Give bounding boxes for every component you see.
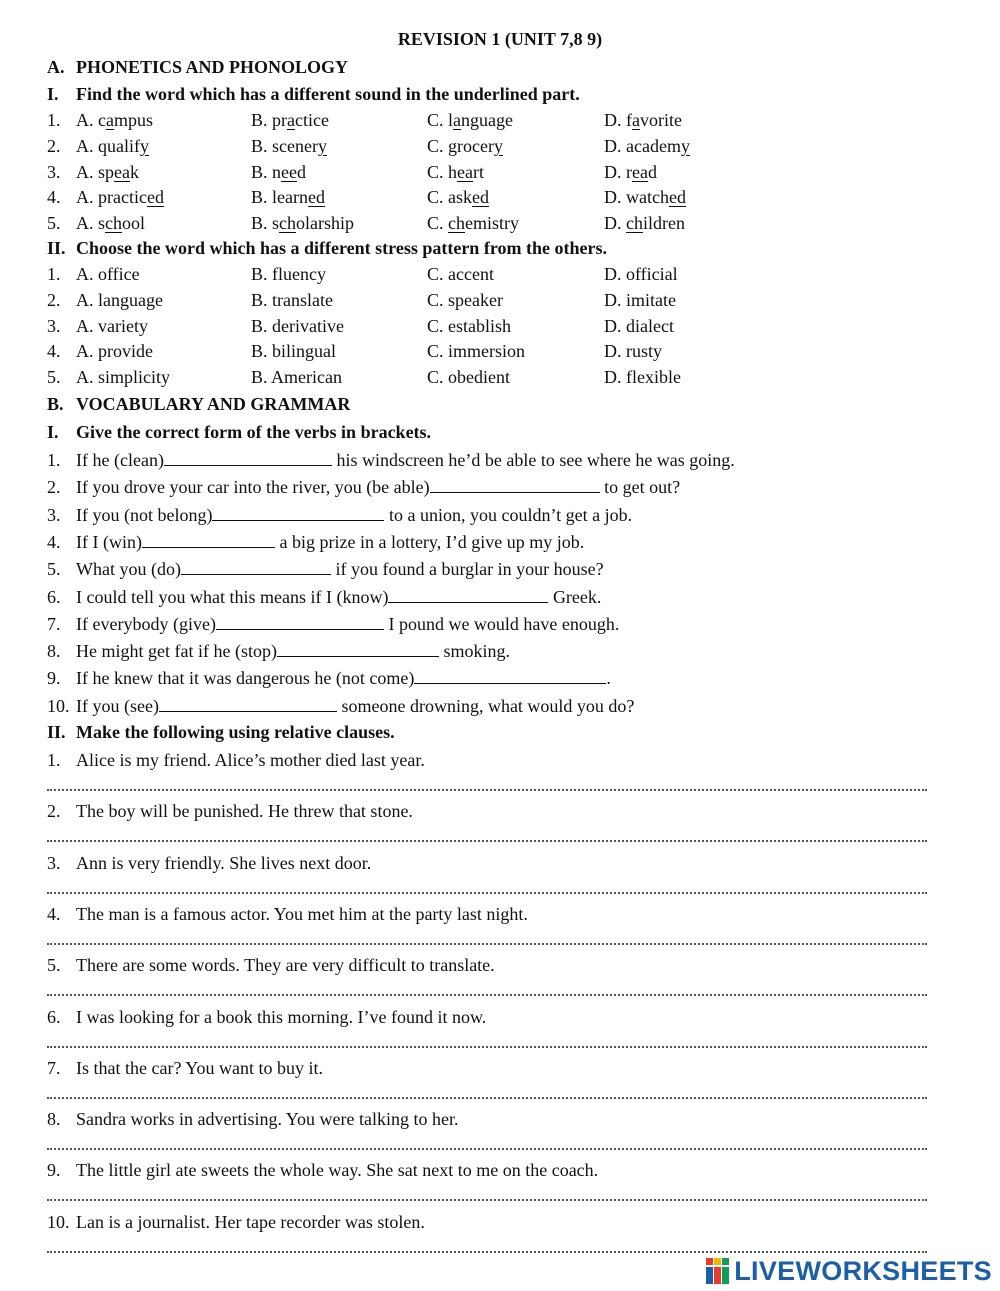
liveworksheets-logo [706,1254,992,1288]
option-b[interactable]: B. learned [251,187,325,208]
relative-clause-question [47,750,425,771]
answer-blank[interactable] [181,560,331,575]
answer-line[interactable] [47,1146,927,1150]
section-a-number: A. [47,57,65,77]
part-ii-number: II. [47,238,66,258]
underlined-sound: a [287,110,295,130]
underlined-sound: ed [146,187,164,208]
section-a-heading [47,57,348,78]
part-b-ii-number: II. [47,722,66,742]
underlined-sound: ea [632,161,648,182]
question-number: 4. [47,903,61,924]
relative-clause-question [47,1212,425,1233]
relative-clause-question [47,1109,458,1130]
question-text-before: If you (see) [76,695,159,716]
relative-clause-question [47,1007,486,1028]
option-b[interactable]: B. translate [251,289,333,310]
underlined-sound: y [493,135,503,156]
part-b-ii-heading [47,722,395,743]
underlined-sound: ed [472,187,489,208]
question-number: 2. [47,801,61,822]
relative-clause-question [47,955,495,976]
option-c[interactable]: C. asked [427,187,489,208]
option-c[interactable]: C. immersion [427,341,525,362]
option-b[interactable]: B. American [251,367,342,388]
question-text-after: I pound we would have enough. [383,613,620,634]
answer-blank[interactable] [142,533,275,548]
option-d[interactable]: D. flexible [604,367,681,388]
option-d[interactable]: D. dialect [604,315,674,336]
question-text: Ann is very friendly. She lives next door. [76,852,372,873]
option-b[interactable]: B. practice [251,110,329,130]
underlined-sound: ch [448,213,466,234]
option-c[interactable]: C. grocery [427,135,503,156]
answer-blank[interactable] [159,697,337,712]
part-i-number: I. [47,84,59,104]
question-text: Alice is my friend. Alice’s mother died last year. [76,750,425,770]
relative-clause-question [47,853,371,874]
answer-blank[interactable] [277,642,439,657]
underlined-sound: ea [114,161,130,182]
question-text: The little girl ate sweets the whole way. She sat next to me on the coach. [76,1160,599,1181]
question-number: 5. [47,213,61,234]
option-a[interactable]: A. office [76,264,140,284]
question-text: Lan is a journalist. Her tape recorder was stolen. [76,1211,425,1232]
verb-question [47,587,601,608]
question-number: 3. [47,852,61,873]
underlined-sound: ch [279,213,297,234]
section-a-label: PHONETICS AND PHONOLOGY [76,57,349,77]
part-ii-heading [47,238,607,259]
underlined-sound: a [453,110,462,130]
relative-clause-question [47,1160,598,1181]
option-a[interactable]: A. campus [76,110,154,130]
option-d[interactable]: D. children [604,213,685,234]
verb-question [47,641,510,662]
option-d[interactable]: D. imitate [604,289,676,310]
answer-line[interactable] [47,992,927,996]
option-c[interactable]: C. accent [427,264,494,284]
underlined-sound: a [632,110,640,130]
option-a[interactable]: A. school [76,213,146,234]
option-c[interactable]: C. language [427,110,513,130]
underlined-sound: ea [457,161,473,182]
option-c[interactable]: C. chemistry [427,213,520,234]
part-b-i-number: I. [47,422,59,442]
question-text-before: He might get fat if he (stop) [76,641,277,662]
verb-question [47,559,604,580]
section-b-label: VOCABULARY AND GRAMMAR [76,394,351,414]
option-c[interactable]: C. speaker [427,289,503,310]
question-number: 2. [47,477,61,498]
underlined-sound: y [317,135,327,156]
question-text: Sandra works in advertising. You were talking to her. [76,1109,459,1130]
option-b[interactable]: B. fluency [251,264,326,284]
question-text: The man is a famous actor. You met him at the party last night. [76,903,528,924]
part-b-i-heading [47,422,431,443]
option-d[interactable]: D. read [604,161,657,182]
question-number: 4. [47,187,61,208]
question-number: 3. [47,315,61,336]
underlined-sound: ch [626,213,643,234]
answer-blank[interactable] [164,451,332,466]
answer-line[interactable] [47,1249,927,1253]
part-i-heading [47,84,580,105]
section-b-number: B. [47,394,64,414]
underlined-sound: ch [105,213,123,234]
question-text-before: What you (do) [76,559,181,580]
underlined-sound: y [680,135,690,156]
question-text-after: to get out? [599,477,681,498]
question-number: 4. [47,531,61,552]
verb-question [47,614,619,635]
question-text-before: If he (clean) [76,450,164,470]
underlined-sound: ed [307,187,325,208]
question-text: The boy will be punished. He threw that stone. [76,801,413,822]
option-a[interactable]: A. language [76,289,163,310]
question-number: 6. [47,1006,61,1027]
question-text-before: If I (win) [76,531,142,552]
question-text: Is that the car? You want to buy it. [76,1057,323,1078]
underlined-sound: a [106,110,114,130]
verb-question [47,505,632,526]
part-b-i-instruction: Give the correct form of the verbs in brackets. [76,422,432,442]
question-number: 10. [47,695,70,716]
liveworksheets-logo-text: LIVEWORKSHEETS [734,1255,992,1286]
question-text-after: to a union, you couldn’t get a job. [384,504,633,525]
option-d[interactable]: D. rusty [604,341,662,362]
verb-question [47,532,584,553]
option-d[interactable]: D. official [604,264,678,284]
option-a[interactable]: A. practiced [76,187,164,208]
question-text-before: If he knew that it was dangerous he (not come) [76,668,415,689]
verb-question [47,450,735,471]
answer-line[interactable] [47,1197,927,1201]
question-text-after: a big prize in a lottery, I’d give up my job. [274,531,585,552]
answer-line[interactable] [47,1044,927,1048]
option-a[interactable]: A. simplicity [76,367,170,388]
question-number: 1. [47,264,61,284]
answer-line[interactable] [47,890,927,894]
question-number: 9. [47,668,61,689]
question-number: 9. [47,1160,61,1181]
underlined-sound: ed [668,187,686,208]
liveworksheets-logo-icon [706,1258,730,1284]
page-title: REVISION 1 (UNIT 7,8 9) [397,29,603,49]
option-d[interactable]: D. favorite [604,110,682,130]
answer-blank[interactable] [212,506,384,521]
question-number: 7. [47,613,61,634]
question-text-before: I could tell you what this means if I (know) [76,586,389,607]
question-number: 4. [47,341,61,362]
option-c[interactable]: C. establish [427,315,511,336]
question-text-after: Greek. [548,586,602,607]
question-number: 5. [47,955,61,976]
option-d[interactable]: D. watched [604,187,686,208]
question-text-before: If everybody (give) [76,613,216,634]
question-text-after: someone drowning, what would you do? [336,695,635,716]
question-number: 1. [47,450,61,470]
question-text-after: if you found a burglar in your house? [330,559,604,580]
question-number: 3. [47,504,61,525]
answer-line[interactable] [47,941,927,945]
question-number: 5. [47,559,61,580]
option-a[interactable]: A. variety [76,315,148,336]
relative-clause-question [47,904,528,925]
answer-blank[interactable] [430,478,600,493]
answer-line[interactable] [47,1095,927,1099]
answer-blank[interactable] [388,588,548,603]
option-c[interactable]: C. heart [427,161,484,182]
question-text-before: If you (not belong) [76,504,213,525]
question-number: 3. [47,161,61,182]
option-b[interactable]: B. bilingual [251,341,336,362]
question-number: 6. [47,586,61,607]
option-a[interactable]: A. qualify [76,135,149,156]
section-b-heading [47,394,350,415]
question-text-after: his windscreen he’d be able to see where he was going. [331,450,735,470]
question-number: 7. [47,1057,61,1078]
relative-clause-question [47,801,413,822]
option-c[interactable]: C. obedient [427,367,510,388]
question-text: There are some words. They are very difficult to translate. [76,955,495,976]
verb-question [47,477,680,498]
option-b[interactable]: B. scenery [251,135,327,156]
relative-clause-question [47,1058,323,1079]
option-b[interactable]: B. derivative [251,315,344,336]
part-b-ii-instruction: Make the following using relative clauses. [76,722,395,742]
underlined-sound: y [139,135,149,156]
part-ii-instruction: Choose the word which has a different stress pattern from the others. [76,238,607,258]
question-number: 1. [47,110,61,130]
verb-question [47,696,634,717]
option-b[interactable]: B. scholarship [251,213,355,234]
question-text-after: . [606,668,611,689]
question-text: I was looking for a book this morning. I’ve found it now. [76,1006,487,1027]
option-a[interactable]: A. speak [76,161,139,182]
question-number: 8. [47,641,61,662]
option-a[interactable]: A. provide [76,341,153,362]
question-number: 2. [47,289,61,310]
question-text-before: If you drove your car into the river, you (be able) [76,477,430,498]
question-number: 8. [47,1109,61,1130]
option-d[interactable]: D. academy [604,135,690,156]
option-b[interactable]: B. need [251,161,306,182]
answer-line[interactable] [47,838,927,842]
answer-line[interactable] [47,787,927,791]
question-number: 1. [47,750,61,770]
part-i-instruction: Find the word which has a different sound in the underlined part. [76,84,580,104]
verb-question [47,668,611,689]
question-number: 5. [47,367,61,388]
underlined-sound: ee [281,161,297,182]
question-text-after: smoking. [438,641,510,662]
answer-blank[interactable] [216,615,384,630]
question-number: 10. [47,1211,70,1232]
answer-blank[interactable] [414,669,606,684]
question-number: 2. [47,135,61,156]
